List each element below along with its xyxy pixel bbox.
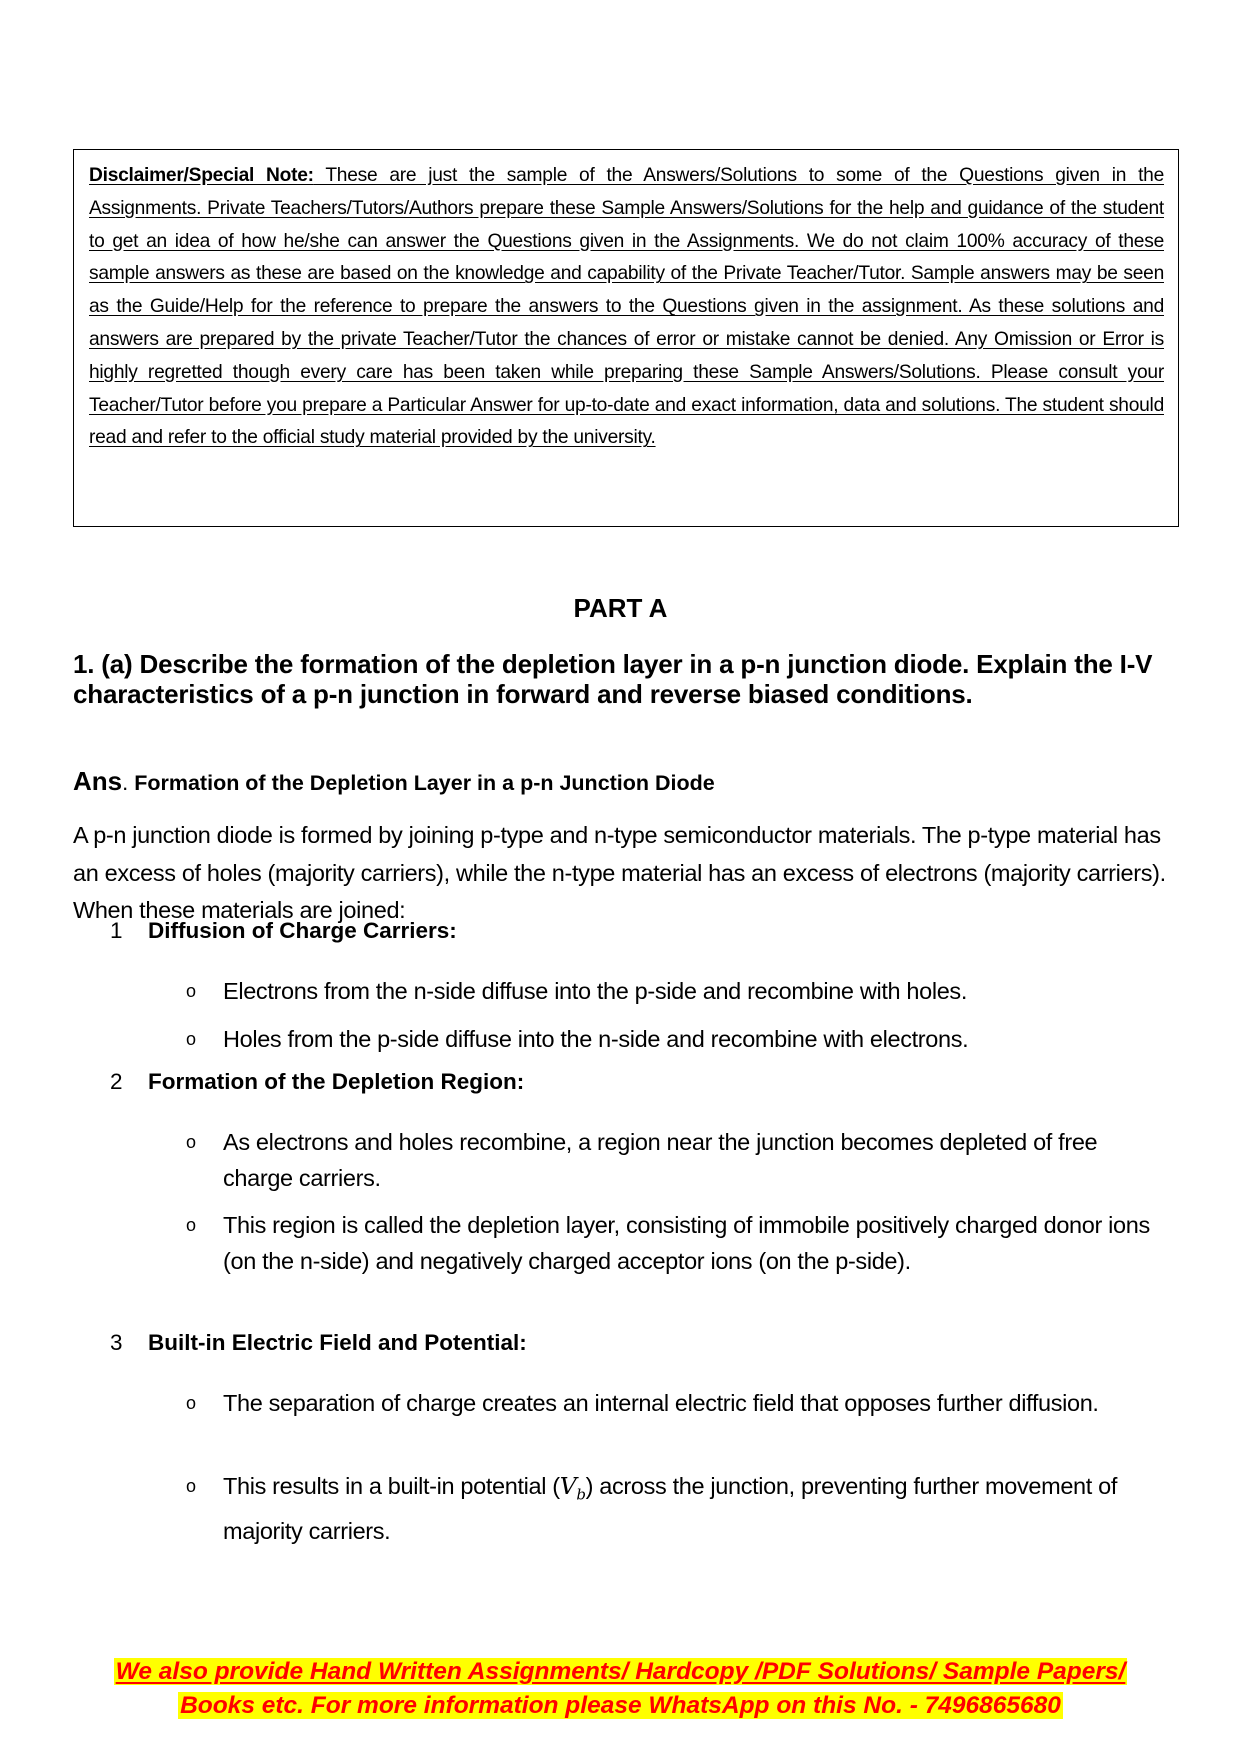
bullet-text-end: across the junction, preventing further movement of majority carriers.: [223, 1473, 1118, 1544]
numbered-item-1: [110, 918, 457, 944]
bullet-text: This region is called the depletion layer, consisting of immobile positively charged donor ions (on the n-side) and negatively charged acceptor ions (on the p-side).: [223, 1212, 1150, 1274]
answer-heading-text: Formation of the Depletion Layer in a p-n Junction Diode: [128, 771, 715, 795]
numbered-item-2: [110, 1069, 524, 1095]
bullet-text-start: This results in a built-in potential: [223, 1473, 547, 1499]
bullet-text: This results in a built-in potential $(V_b)$ across the junction, preventing further movement of majority carriers.: [223, 1472, 1118, 1544]
disclaimer-body: These are just the sample of the Answers/Solutions to some of the Questions given in the Assignments. Private Teachers/Tutors/Authors prepare these Sample Answers/Solutions for the help and guidance of the student to get an idea of how he/she can answer the Questions given in the Assignments. We do not claim 100% accuracy of these sample answers as these are based on the knowledge and capability of the Private Teacher/Tutor. Sample answers may be seen as the Guide/Help for the reference to prepare the answers to the Questions given in the assignment. As these solutions and answers are prepared by the private Teacher/Tutor the chances of error or mistake cannot be denied. Any Omission or Error is highly regretted though every care has been taken while preparing these Sample Answers/Solutions. Please consult your Teacher/Tutor before you prepare a Particular Answer for up-to-date and exact information, data and solutions. The student should read and refer to the official study material provided by the university.: [89, 165, 1165, 449]
answer-label-dot: .: [122, 770, 129, 795]
bullet-text: Holes from the p-side diffuse into the n-side and recombine with electrons.: [223, 1026, 969, 1052]
answer-label: Ans: [73, 766, 123, 796]
hollow-bullet-icon: o: [186, 981, 196, 1001]
bullet-text: The separation of charge creates an internal electric field that opposes further diffusion.: [223, 1390, 1099, 1416]
hollow-bullet-icon: o: [186, 1029, 196, 1049]
disclaimer-label: Disclaimer/Special Note:: [89, 165, 314, 186]
disclaimer-text: [89, 160, 1164, 455]
hollow-bullet-icon: o: [186, 1393, 196, 1413]
item-number: 2: [110, 1069, 123, 1094]
hollow-bullet-icon: o: [186, 1132, 196, 1152]
bullet-text: As electrons and holes recombine, a region near the junction becomes depleted of free charge carriers.: [223, 1129, 1098, 1191]
item-title: Diffusion of Charge Carriers:: [148, 918, 457, 943]
part-title: PART A: [573, 593, 668, 623]
promo-line-1: We also provide Hand Written Assignments/ Hardcopy /PDF Solutions/ Sample Papers/: [115, 1658, 1126, 1685]
hollow-bullet-icon: o: [186, 1215, 196, 1235]
item-number: 3: [110, 1330, 123, 1355]
promo-banner: [0, 1655, 1241, 1723]
promo-line-2: Books etc. For more information please WhatsApp on this No. - 7496865680: [180, 1692, 1061, 1719]
bullet-text: Electrons from the n-side diffuse into the p-side and recombine with holes.: [223, 978, 968, 1004]
numbered-item-3: [110, 1330, 527, 1356]
hollow-bullet-icon: o: [186, 1476, 196, 1496]
disclaimer-box: [73, 149, 1179, 527]
builtin-potential-symbol: $V_b$: [559, 1472, 586, 1504]
answer-intro-paragraph: A p-n junction diode is formed by joining p-type and n-type semiconductor materials. The p-type material has an excess of holes (majority carriers), while the n-type material has an excess of electrons (majority carriers). When these materials are joined:: [73, 822, 1166, 923]
answer-heading: [73, 766, 1173, 797]
item-number: 1: [110, 918, 123, 943]
item-title: Formation of the Depletion Region:: [148, 1069, 525, 1094]
item-title: Built-in Electric Field and Potential:: [148, 1330, 527, 1355]
question-heading: 1. (a) Describe the formation of the depletion layer in a p-n junction diode. Explain the I-V characteristics of a p-n junction in forward and reverse biased conditions.: [73, 649, 1153, 709]
